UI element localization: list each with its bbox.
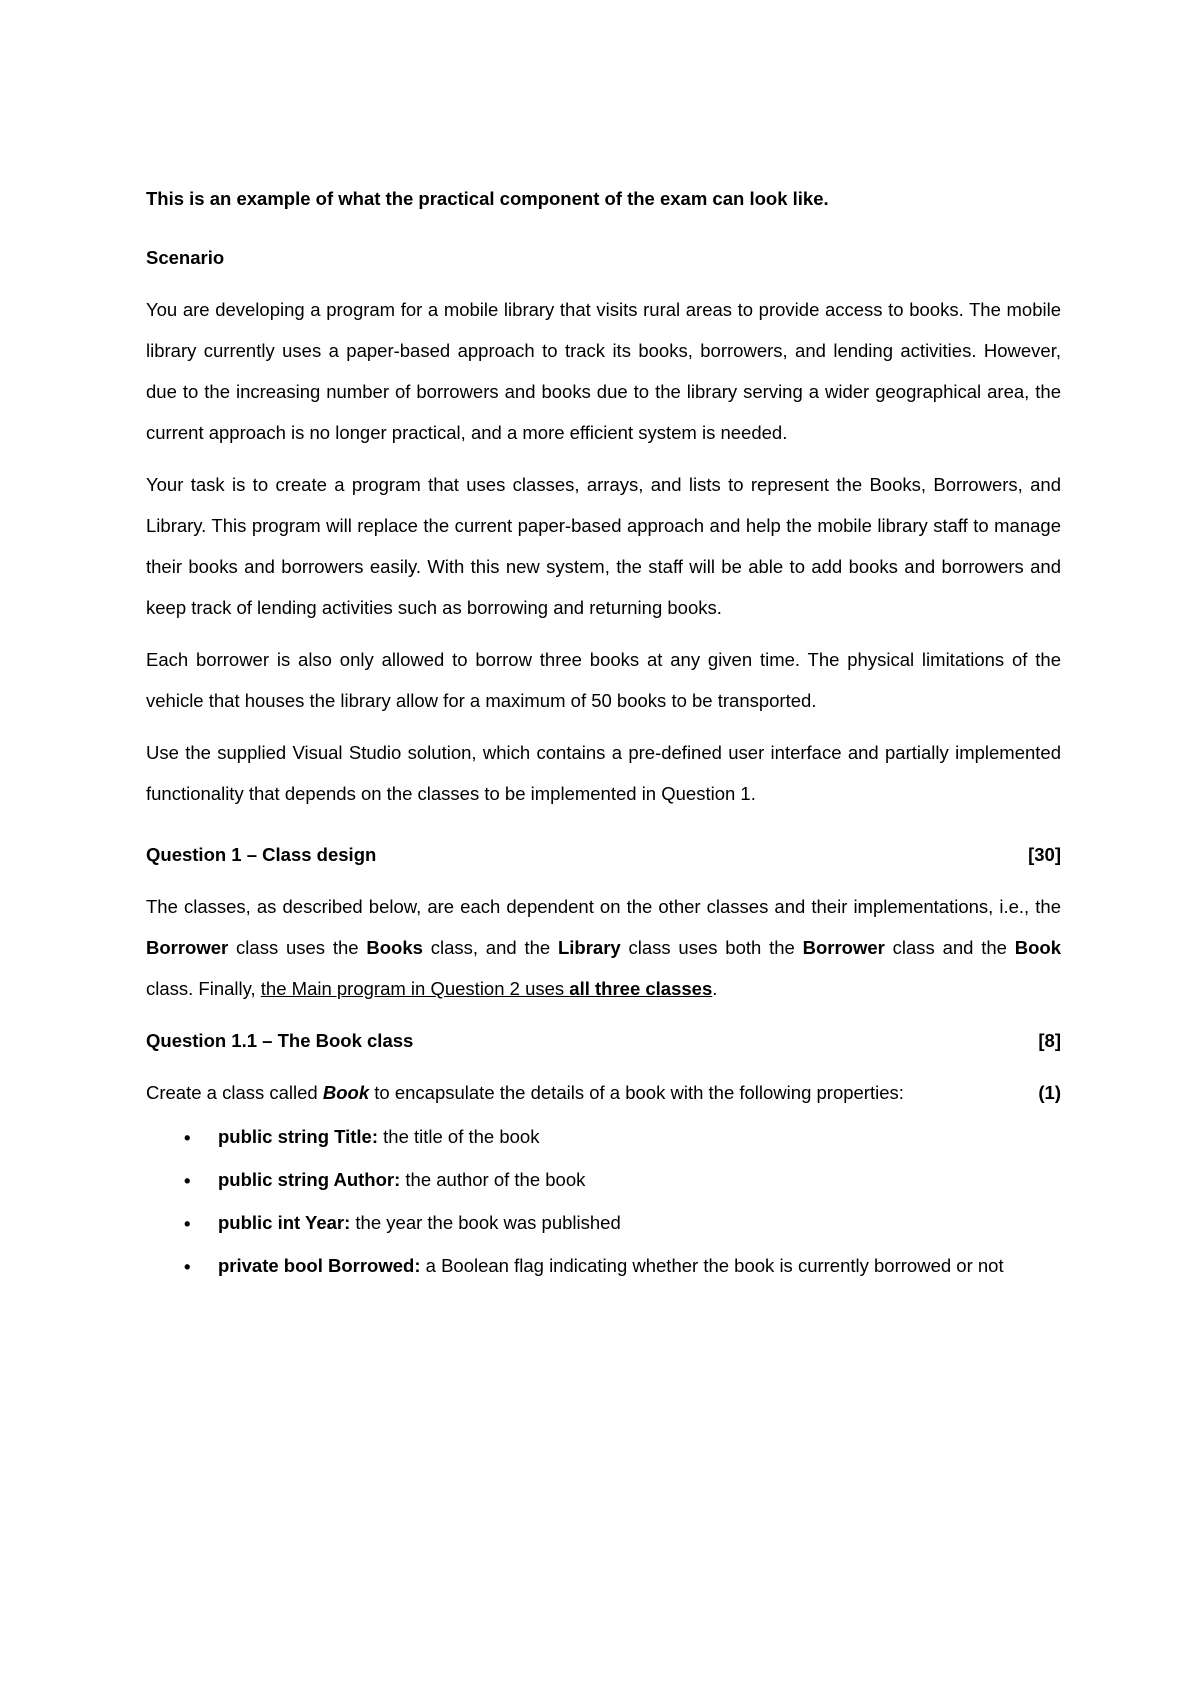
bullet-icon: • [184,1213,191,1234]
desc-text: class uses the [228,937,367,958]
underlined-bold-text: all three classes [569,978,713,999]
property-description: a Boolean flag indicating whether the book is currently borrowed or not [420,1255,1004,1276]
property-description: the author of the book [400,1169,586,1190]
underlined-text: the Main program in Question 2 uses [260,978,570,999]
class-name-borrower: Borrower [146,937,229,958]
intro-text: This is an example of what the practical component of the exam can look like. [146,188,829,209]
question-1-description [146,886,1061,1009]
bullet-icon: • [184,1170,191,1191]
bullet-icon: • [184,1256,191,1277]
scenario-paragraph: Each borrower is also only allowed to borrow three books at any given time. The physical limitations of the vehicle that houses the library allow for a maximum of 50 books to be transported. [146,649,1061,711]
desc-text: class, and the [422,937,558,958]
book-class-task [146,1072,1061,1113]
scenario-paragraph: Your task is to create a program that uses classes, arrays, and lists to represent the Books, Borrowers, and Library. This program will replace the current paper-based approach and help the mobile library staff to manage their books and borrowers easily. With this new system, the staff will be able to add books and borrowers and keep track of lending activities such as borrowing and returning books. [146,474,1061,618]
scenario-paragraph: Use the supplied Visual Studio solution, which contains a pre-defined user interface and partially implemented functionality that depends on the classes to be implemented in Question 1. [146,742,1061,804]
property-text [218,1117,1061,1157]
class-name-library: Library [557,937,621,958]
document-body [146,178,1061,1289]
question-1-title: Question 1 – Class design [146,844,377,865]
property-text [218,1203,1061,1243]
property-signature: public string Author: [218,1169,401,1190]
property-text [218,1160,1061,1200]
list-item [146,1160,1061,1200]
desc-end: . [712,978,718,999]
class-name-book: Book [1014,937,1062,958]
property-description: the year the book was published [350,1212,621,1233]
scenario-heading: Scenario [146,247,225,268]
question-1-marks: [30] [1028,844,1061,865]
property-description: the title of the book [378,1126,540,1147]
question-1-1-marks: [8] [1038,1030,1061,1051]
main-program-note [261,978,712,999]
class-name-books: Books [366,937,423,958]
task-text-pre: Create a class called [146,1082,323,1103]
list-item [146,1117,1061,1157]
list-item [146,1246,1061,1286]
desc-text: class. Finally, [146,978,261,999]
property-signature: public string Title: [218,1126,378,1147]
desc-text: class uses both the [620,937,803,958]
scenario-paragraph: You are developing a program for a mobile library that visits rural areas to provide access to books. The mobile library currently uses a paper-based approach to track its books, borrowers, and lending activities. However, due to the increasing number of borrowers and books due to the library serving a wider geographical area, the current approach is no longer practical, and a more efficient system is needed. [146,299,1061,443]
task-text [146,1072,904,1113]
task-marks: (1) [1038,1082,1061,1103]
question-1-1-title: Question 1.1 – The Book class [146,1030,414,1051]
property-signature: public int Year: [218,1212,351,1233]
question-1-heading [146,834,1061,875]
desc-text: class and the [884,937,1015,958]
class-name-borrower: Borrower [802,937,885,958]
class-name-book-emphasis: Book [322,1082,370,1103]
bullet-icon: • [184,1127,191,1148]
desc-text: The classes, as described below, are each dependent on the other classes and their implementations, i.e., the [146,896,1061,917]
list-item [146,1203,1061,1243]
task-text-post: to encapsulate the details of a book with the following properties: [369,1082,904,1103]
property-list [146,1117,1061,1286]
property-signature: private bool Borrowed: [218,1255,421,1276]
property-text [218,1246,1061,1286]
question-1-1-heading [146,1020,1061,1061]
